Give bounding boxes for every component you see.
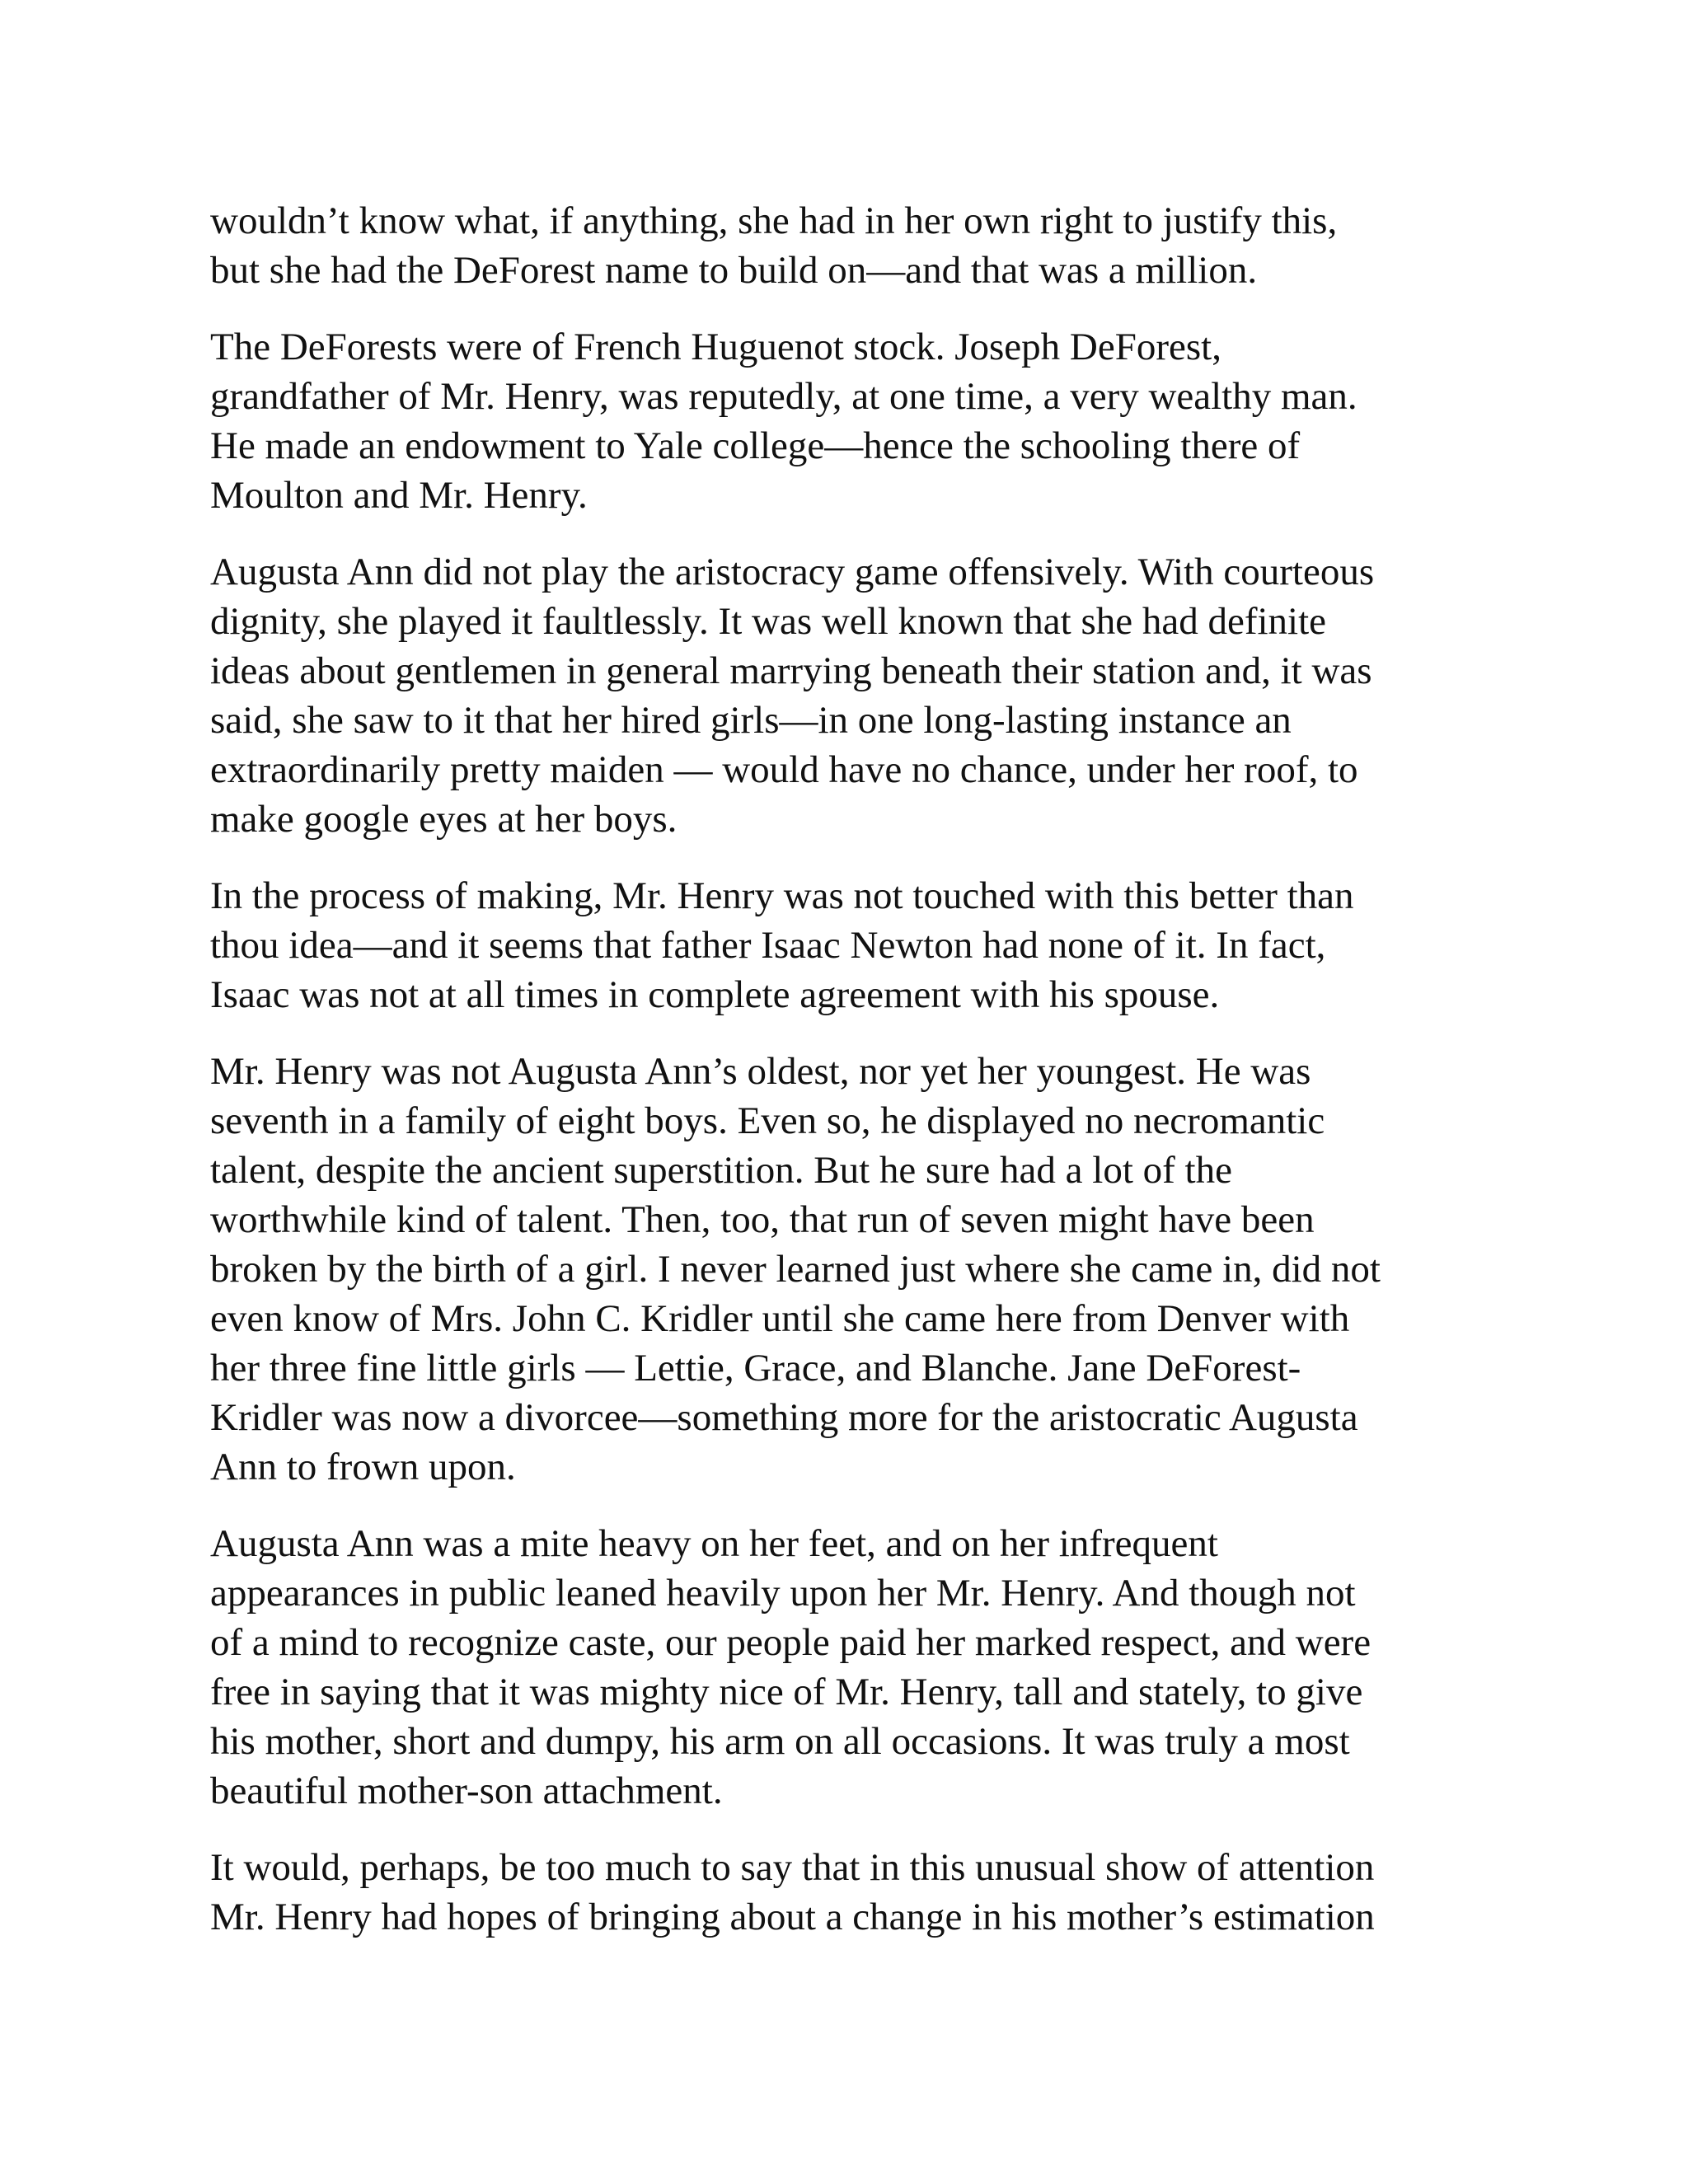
text-line: He made an endowment to Yale college—hence the schooling there of: [210, 424, 1301, 467]
text-line: Isaac was not at all times in complete agreement with his spouse.: [210, 973, 1220, 1016]
paragraph-5: [210, 1047, 1496, 1492]
text-line: In the process of making, Mr. Henry was not touched with this better than: [210, 874, 1354, 917]
text-line: even know of Mrs. John C. Kridler until she came here from Denver with: [210, 1297, 1350, 1340]
text-line: of a mind to recognize caste, our people paid her marked respect, and were: [210, 1621, 1372, 1664]
text-line: her three fine little girls — Lettie, Grace, and Blanche. Jane DeForest-: [210, 1347, 1301, 1390]
text-line: Augusta Ann was a mite heavy on her feet, and on her infrequent: [210, 1522, 1218, 1565]
text-line: Mr. Henry had hopes of bringing about a change in his mother’s estimation: [210, 1896, 1375, 1938]
text-line: Moulton and Mr. Henry.: [210, 474, 588, 517]
text-line: his mother, short and dumpy, his arm on all occasions. It was truly a most: [210, 1720, 1350, 1763]
text-line: Mr. Henry was not Augusta Ann’s oldest, nor yet her youngest. He was: [210, 1050, 1311, 1093]
text-line: worthwhile kind of talent. Then, too, that run of seven might have been: [210, 1198, 1315, 1241]
text-line: but she had the DeForest name to build on—and that was a million.: [210, 249, 1258, 292]
document-page: [210, 196, 1496, 1969]
text-line: It would, perhaps, be too much to say that in this unusual show of attention: [210, 1846, 1375, 1889]
text-line: talent, despite the ancient superstition. But he sure had a lot of the: [210, 1149, 1232, 1192]
paragraph-3: [210, 547, 1496, 844]
text-line: Ann to frown upon.: [210, 1446, 516, 1488]
text-line: said, she saw to it that her hired girls—in one long-lasting instance an: [210, 699, 1292, 742]
text-line: wouldn’t know what, if anything, she had in her own right to justify this,: [210, 199, 1338, 242]
text-line: thou idea—and it seems that father Isaac Newton had none of it. In fact,: [210, 924, 1326, 967]
text-line: broken by the birth of a girl. I never learned just where she came in, did not: [210, 1248, 1381, 1291]
text-line: grandfather of Mr. Henry, was reputedly, at one time, a very wealthy man.: [210, 375, 1357, 418]
paragraph-4: [210, 871, 1496, 1019]
paragraph-7: [210, 1843, 1496, 1942]
text-line: free in saying that it was mighty nice of Mr. Henry, tall and stately, to give: [210, 1671, 1363, 1713]
paragraph-1: [210, 196, 1496, 295]
text-line: beautiful mother-son attachment.: [210, 1769, 723, 1812]
text-line: Kridler was now a divorcee—something more for the aristocratic Augusta: [210, 1396, 1358, 1439]
text-line: dignity, she played it faultlessly. It was well known that she had definite: [210, 600, 1327, 643]
text-line: appearances in public leaned heavily upon her Mr. Henry. And though not: [210, 1572, 1356, 1615]
text-line: Augusta Ann did not play the aristocracy game offensively. With courteous: [210, 551, 1375, 593]
text-line: extraordinarily pretty maiden — would have no chance, under her roof, to: [210, 748, 1358, 791]
text-line: make google eyes at her boys.: [210, 798, 678, 841]
text-line: seventh in a family of eight boys. Even so, he displayed no necromantic: [210, 1099, 1325, 1142]
text-line: ideas about gentlemen in general marrying beneath their station and, it was: [210, 649, 1372, 692]
text-line: The DeForests were of French Huguenot stock. Joseph DeForest,: [210, 326, 1221, 368]
paragraph-2: [210, 322, 1496, 520]
paragraph-6: [210, 1519, 1496, 1816]
